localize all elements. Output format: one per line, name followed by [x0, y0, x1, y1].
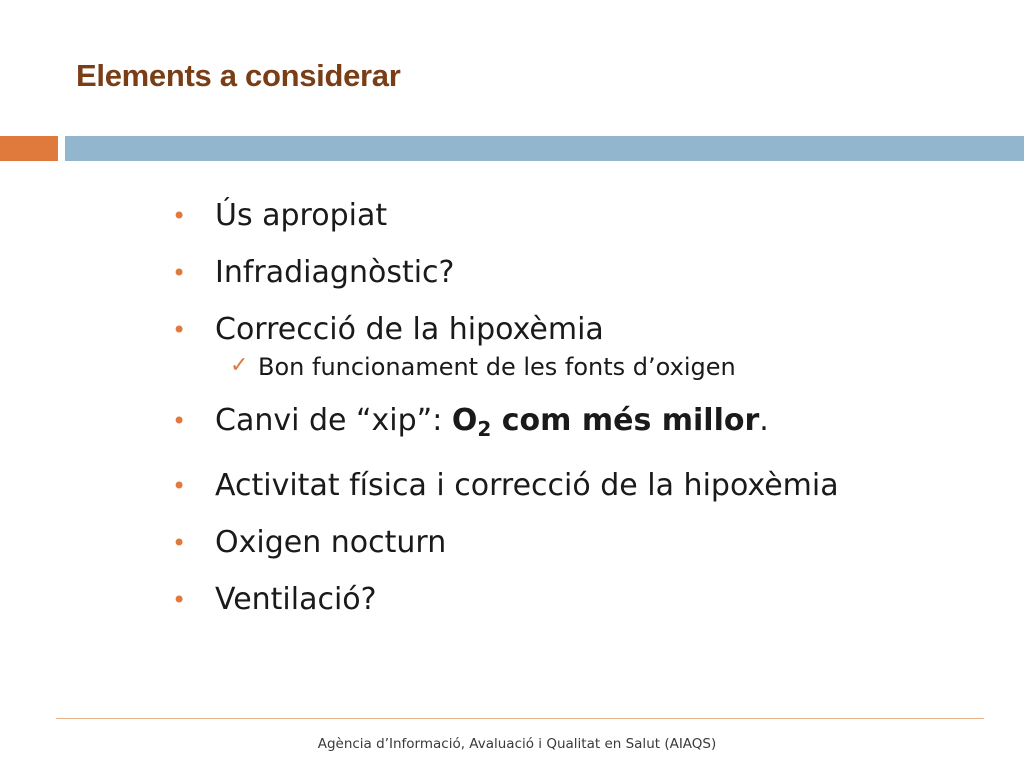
bullet-item-ventilacio [170, 582, 990, 618]
bullet-icon: • [172, 529, 187, 557]
bullet-item-oxigen-nocturn [170, 525, 990, 561]
footer-text: Agència d’Informació, Avaluació i Qualitat en Salut (AIAQS) [317, 736, 717, 752]
bullet-text: Ús apropiat [215, 198, 388, 233]
bullet-text-bold-o: O [451, 403, 478, 438]
bullet-item-activitat-fisica [170, 468, 990, 504]
bullet-text: Activitat física i correcció de la hipoxèmia [215, 468, 839, 503]
bullet-text-bold: com més millor [491, 403, 760, 438]
bullet-text: Oxigen nocturn [215, 525, 447, 560]
bullet-text: Ventilació? [215, 582, 377, 617]
bullet-text: Infradiagnòstic? [215, 255, 455, 290]
footer-rule [56, 718, 984, 719]
bullet-list [170, 198, 990, 639]
bullet-icon: • [172, 407, 187, 435]
check-icon: ✓ [230, 353, 249, 378]
bullet-icon: • [172, 316, 187, 344]
accent-bar-orange [0, 136, 58, 161]
bullet-text-suffix: . [759, 403, 769, 438]
bullet-icon: • [172, 202, 187, 230]
bullet-icon: • [172, 586, 187, 614]
bullet-item-correccio [170, 312, 990, 348]
bullet-item-canvi-xip [170, 403, 990, 447]
bullet-icon: • [172, 259, 187, 287]
accent-bar-blue [65, 136, 1024, 161]
sub-item-bon-funcionament [170, 352, 990, 382]
bullet-text-prefix: Canvi de “xip”: [215, 403, 452, 438]
bullet-icon: • [172, 472, 187, 500]
bullet-text-subscript: 2 [477, 417, 492, 441]
bullet-text: Correcció de la hipoxèmia [215, 312, 604, 347]
bullet-item-us-apropiat [170, 198, 990, 234]
bullet-item-infradiagnostic [170, 255, 990, 291]
slide-title: Elements a considerar [76, 58, 401, 93]
sub-item-text: Bon funcionament de les fonts d’oxigen [258, 353, 736, 381]
